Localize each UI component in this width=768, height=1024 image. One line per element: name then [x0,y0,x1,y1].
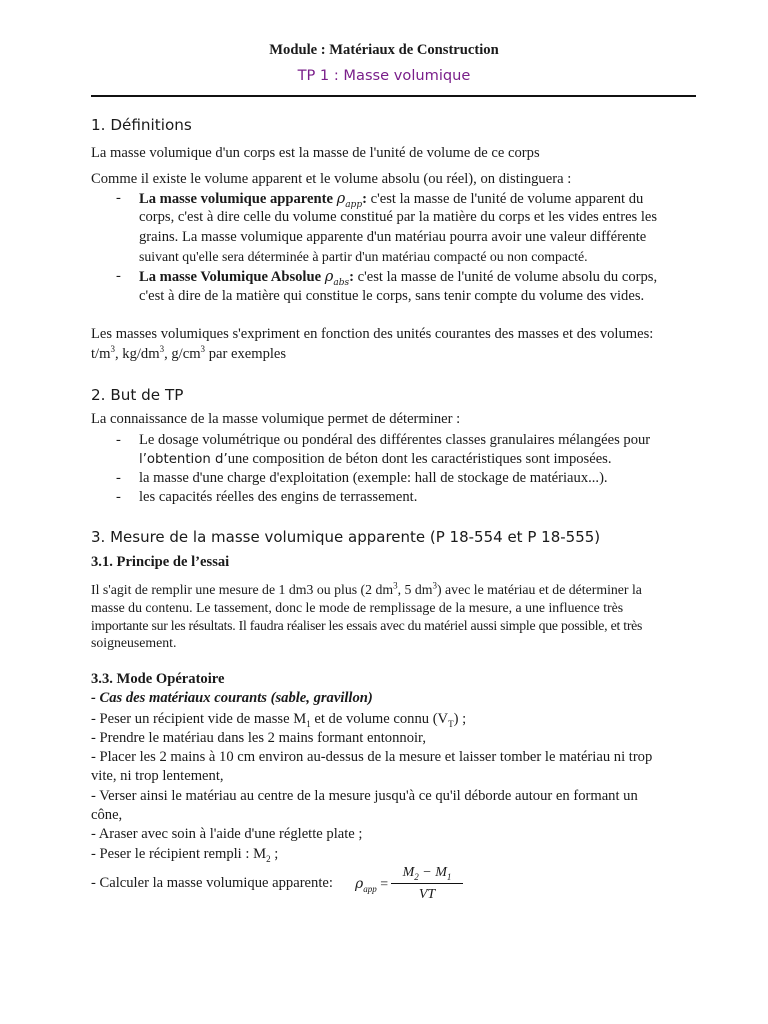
s2-bullet2: la masse d'une charge d'exploitation (exemple: hall de stockage de matériaux...). [139,470,608,486]
step-3-line1: - Placer les 2 mains à 10 cm environ au-dessus de la mesure et laisser tomber le matériau ni trop [91,749,653,765]
s3-1-para-line1 [91,581,695,600]
fraction-bar [391,883,463,884]
para-text: ) avec le matériau et de déterminer la [437,582,642,597]
s1-bullet1-line1 [139,189,695,210]
s1-intro: La masse volumique d'un corps est la masse de l'unité de volume de ce corps [91,145,540,161]
subscript: T [448,718,454,729]
exponent: 3 [110,344,115,355]
s2-intro: La connaissance de la masse volumique permet de déterminer : [91,411,461,427]
step-3-line2: vite, ni trop lentement, [91,768,224,784]
fraction-denominator: VT [418,887,436,902]
step-4-line2: cône, [91,807,123,823]
subscript: 1 [446,871,452,882]
rho-symbol: ρ [336,190,346,207]
title-divider [91,95,696,97]
step-text: - Peser le récipient rempli : M [91,846,267,862]
rho-subscript: abs [333,277,350,288]
s2-bullet1-line2 [139,450,695,470]
s1-bullet1-line4: suivant qu'elle sera déterminée à partir d'un matériau compacté ou non compacté. [139,249,588,264]
bullet-dash: - [116,470,121,486]
step-text: - Peser un récipient vide de masse M [91,711,307,727]
case-heading: - Cas des matériaux courants (sable, gravillon) [91,690,373,706]
bullet-dash: - [116,432,121,448]
s2-bullet3: les capacités réelles des engins de terrassement. [139,489,418,505]
bullet-text: une composition de béton dont les caractéristiques sont imposées. [227,451,612,467]
section-2-heading: 2. But de TP [91,386,184,404]
rho-subscript: app [363,883,377,894]
subscript: 2 [266,853,271,864]
rho-symbol: ρ [324,268,334,285]
step-text: ) ; [453,711,467,727]
s1-intro2: Comme il existe le volume apparent et le volume absolu (ou réel), on distinguera : [91,171,572,187]
step-6 [91,845,695,865]
s3-1-para-line3: importante sur les résultats. Il faudra réaliser les essais avec du matériel aussi simple que possible, et très [91,618,643,633]
unit: kg/dm [122,346,160,362]
bullet-dash: - [116,489,121,505]
step-4-line1: - Verser ainsi le matériau au centre de la mesure jusqu'à ce qu'il déborde autour en formant un [91,788,638,804]
formula-lhs [355,875,388,895]
apparent-density-label: La masse volumique apparente [139,191,333,207]
exponent: 3 [432,580,438,591]
numerator-text: M [402,865,415,880]
unit: g/cm [171,346,201,362]
s3-3-heading: 3.3. Mode Opératoire [91,671,225,687]
bullet-dash: - [116,268,121,284]
s1-bullet2-line1 [139,267,695,288]
s1-units-line2 [91,345,695,365]
s1-bullet1-line2: corps, c'est à dire celle du volume constitué par la matière du corps et les vides entres les [139,209,658,225]
rho-symbol: ρ [355,876,364,892]
tp-title: TP 1 : Masse volumique [297,67,471,84]
bullet-text: c'est la masse de l'unité de volume apparent du [370,191,644,207]
unit: t/m [91,346,111,362]
s2-bullet1-line1: Le dosage volumétrique ou pondéral des différentes classes granulaires mélangées pour [139,432,651,448]
section-3-heading: 3. Mesure de la masse volumique apparente (P 18-554 et P 18-555) [91,528,601,546]
subscript: 2 [414,871,419,882]
rho-subscript: app [345,199,363,210]
fraction-numerator [391,863,463,882]
separator: , [114,346,123,362]
module-title: Module : Matériaux de Construction [269,42,499,58]
units-suffix: par exemples [205,346,287,362]
bullet-dash: - [116,190,121,206]
step-7: - Calculer la masse volumique apparente: [91,875,333,891]
step-text: ; [270,846,279,862]
para-text: , 5 dm [397,582,433,597]
s1-units-line1: Les masses volumiques s'expriment en fonction des unités courantes des masses et des volumes: [91,326,654,342]
exponent: 3 [393,580,398,591]
bullet-text: c'est la masse de l'unité de volume absolu du corps, [357,269,658,285]
subscript: 1 [306,718,311,729]
s1-bullet1-line3: grains. La masse volumique apparente d'un matériau pourra avoir une valeur différente [139,229,647,245]
exponent: 3 [200,344,206,355]
step-5: - Araser avec soin à l'aide d'une réglette plate ; [91,826,363,842]
numerator-text: − M [418,865,447,880]
s3-1-para-line4: soigneusement. [91,635,177,650]
separator: , [164,346,172,362]
colon: : [362,191,367,207]
section-1-heading: 1. Définitions [91,116,192,134]
s1-bullet2-line2: c'est à dire de la matière qui constitue le corps, sans tenir compte du volume des vides. [139,288,645,304]
step-text: et de volume connu (V [310,711,449,727]
s3-1-para-line2: masse du contenu. Le tassement, donc le mode de remplissage de la mesure, a une influence très [91,600,624,615]
s3-1-heading: 3.1. Principe de l’essai [91,554,230,570]
colon: : [349,269,354,285]
step-1 [91,710,695,730]
absolute-density-label: La masse Volumique Absolue [139,269,322,285]
formula-fraction [391,863,463,905]
exponent: 3 [159,344,165,355]
para-text: Il s'agit de remplir une mesure de 1 dm3 ou plus (2 dm [91,582,394,597]
equals-sign: = [380,877,389,892]
step-2: - Prendre le matériau dans les 2 mains formant entonnoir, [91,730,426,746]
sans-fragment: l’obtention d’ [139,452,228,467]
